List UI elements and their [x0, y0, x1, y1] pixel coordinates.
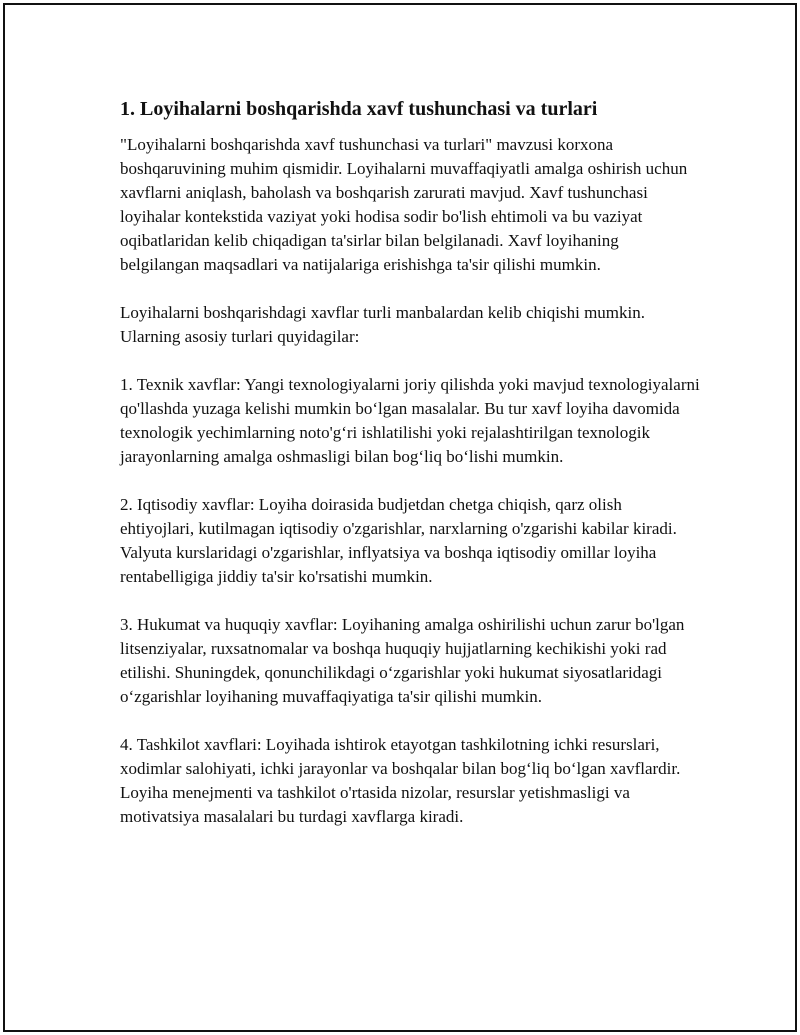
section-heading: 1. Loyihalarni boshqarishda xavf tushunchasi va turlari	[120, 98, 598, 120]
paragraph-types-overview: Loyihalarni boshqarishdagi xavflar turli manbalardan kelib chiqishi mumkin. Ularning asosiy turlari quyidagilar:	[120, 303, 645, 346]
paragraph-economic-risks: 2. Iqtisodiy xavflar: Loyiha doirasida budjetdan chetga chiqish, qarz olish ehtiyojlari, kutilmagan iqtisodiy o'zgarishlar, narxlarning o'zgarishi kabilar kiradi. Valyuta kurslaridagi o'zgarishlar, inflyatsiya va boshqa iqtisodiy omillar loyiha rentabelligiga jiddiy ta'sir ko'rsatishi mumkin.	[120, 495, 677, 586]
paragraph-technical-risks: 1. Texnik xavflar: Yangi texnologiyalarni joriy qilishda yoki mavjud texnologiyalarni qo'llashda yuzaga kelishi mumkin bo‘lgan masalalar. Bu tur xavf loyiha davomida texnologik yechimlarning noto'g‘ri ishlatilishi yoki rejalashtirilgan texnologik jarayonlarning amalga oshmasligi bilan bog‘liq bo‘lishi mumkin.	[120, 375, 700, 466]
document-body	[120, 95, 700, 853]
paragraph-organizational-risks: 4. Tashkilot xavflari: Loyihada ishtirok etayotgan tashkilotning ichki resurslari, xodimlar salohiyati, ichki jarayonlar va boshqalar bilan bog‘liq bo‘lgan xavflardir. Loyiha menejmenti va tashkilot o'rtasida nizolar, resurslar yetishmasligi va motivatsiya masalalari bu turdagi xavflarga kiradi.	[120, 735, 681, 826]
page-frame	[3, 3, 797, 1032]
paragraph-intro: "Loyihalarni boshqarishda xavf tushunchasi va turlari" mavzusi korxona boshqaruvining muhim qismidir. Loyihalarni muvaffaqiyatli amalga oshirish uchun xavflarni aniqlash, baholash va boshqarish zarurati mavjud. Xavf tushunchasi loyihalar kontekstida vaziyat yoki hodisa sodir bo'lish ehtimoli va bu vaziyat oqibatlaridan kelib chiqadigan ta'sirlar bilan belgilanadi. Xavf loyihaning belgilangan maqsadlari va natijalariga erishishga ta'sir qilishi mumkin.	[120, 135, 688, 274]
paragraph-legal-risks: 3. Hukumat va huquqiy xavflar: Loyihaning amalga oshirilishi uchun zarur bo'lgan litsenziyalar, ruxsatnomalar va boshqa huquqiy hujjatlarning kechikishi yoki rad etilishi. Shuningdek, qonunchilikdagi o‘zgarishlar yoki hukumat siyosatlaridagi o‘zgarishlar loyihaning muvaffaqiyatiga ta'sir qilishi mumkin.	[120, 615, 685, 706]
